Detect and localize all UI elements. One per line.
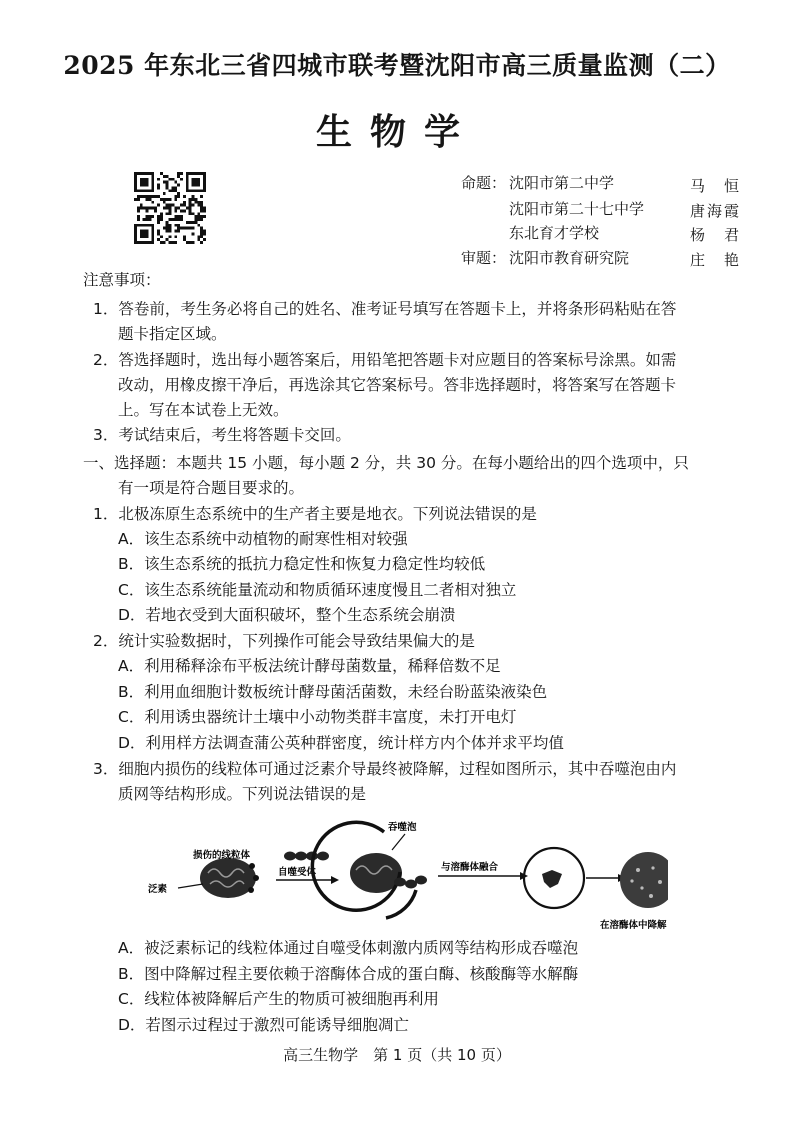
staff-school: 沈阳市第二十七中学 (509, 200, 645, 218)
question-option: D．若地衣受到大面积破坏，整个生态系统会崩溃 (118, 606, 456, 624)
section-heading: 一、选择题：本题共 15 小题，每小题 2 分，共 30 分。在每小题给出的四个选项中，只 (83, 454, 689, 472)
label-ubiquitin: 泛素 (148, 884, 168, 895)
damaged-mitochondrion-icon (200, 858, 259, 898)
notice-line: 1．答卷前，考生务必将自己的姓名、准考证号填写在答题卡上，并将条形码粘贴在答 (93, 300, 677, 318)
question-stem: 2．统计实验数据时，下列操作可能会导致结果偏大的是 (93, 632, 475, 650)
question-option: B．利用血细胞计数板统计酵母菌活菌数，未经台盼蓝染液染色 (118, 683, 548, 701)
label-receptor: 自噬受体 (278, 867, 317, 878)
question-option: A．该生态系统中动植物的耐寒性相对较强 (118, 530, 408, 548)
question-option: C．该生态系统能量流动和物质循环速度慢且二者相对独立 (118, 581, 517, 599)
label-phagophore: 吞噬泡 (388, 822, 417, 833)
staff-name: 唐海霞 (690, 202, 742, 220)
phagophore-pointer (392, 834, 405, 850)
question-option: A．被泛素标记的线粒体通过自噬受体刺激内质网等结构形成吞噬泡 (118, 939, 579, 957)
subject-title: 生物学 (315, 112, 478, 153)
notice-line: 3．考试结束后，考生将答题卡交回。 (93, 426, 351, 444)
question-option: D．利用样方法调查蒲公英种群密度，统计样方内个体并求平均值 (118, 734, 564, 752)
notice-heading: 注意事项： (83, 271, 161, 289)
label-degrade: 在溶酶体中降解 (600, 920, 667, 931)
autolysosome-icon (524, 848, 584, 908)
question-option: B．该生态系统的抵抗力稳定性和恢复力稳定性均较低 (118, 555, 486, 573)
question-stem: 1．北极冻原生态系统中的生产者主要是地衣。下列说法错误的是 (93, 505, 537, 523)
question-option: C．线粒体被降解后产生的物质可被细胞再利用 (118, 990, 439, 1008)
mitophagy-figure (148, 818, 668, 938)
staff-school: 沈阳市教育研究院 (509, 249, 630, 267)
review-role: 审题： (461, 249, 507, 267)
notice-line: 改动，用橡皮擦干净后，再选涂其它答案标号。答非选择题时，将答案写在答题卡 (118, 376, 677, 394)
section-heading-cont: 有一项是符合题目要求的。 (118, 479, 305, 497)
question-option: D．若图示过程过于激烈可能诱导细胞凋亡 (118, 1016, 409, 1034)
staff-school: 东北育才学校 (509, 224, 600, 242)
question-option: A．利用稀释涂布平板法统计酵母菌数量，稀释倍数不足 (118, 657, 501, 675)
ubiquitin-pointer (178, 884, 203, 888)
staff-school: 沈阳市第二中学 (509, 174, 615, 192)
question-stem-cont: 质网等结构形成。下列说法错误的是 (118, 785, 367, 803)
staff-name: 杨 君 (690, 226, 742, 244)
staff-name: 庄 艳 (690, 251, 742, 269)
exam-title: 2025 年东北三省四城市联考暨沈阳市高三质量监测（二） (63, 51, 731, 80)
qr-code-icon (134, 172, 206, 244)
question-option: C．利用诱虫器统计土壤中小动物类群丰富度，未打开电灯 (118, 708, 517, 726)
notice-line: 2．答选择题时，选出每小题答案后，用铅笔把答题卡对应题目的答案标号涂黑。如需 (93, 351, 677, 369)
page-footer: 高三生物学 第 1 页（共 10 页） (283, 1046, 511, 1064)
proposition-role: 命题： (461, 174, 507, 192)
question-option: B．图中降解过程主要依赖于溶酶体合成的蛋白酶、核酸酶等水解酶 (118, 965, 579, 983)
autophagy-receptor-icon (284, 852, 329, 861)
notice-line: 上。写在本试卷上无效。 (118, 401, 289, 419)
lysosome-degradation-icon (620, 852, 668, 908)
arrow-1-head (331, 876, 339, 884)
label-fusion: 与溶酶体融合 (441, 862, 499, 873)
question-stem: 3．细胞内损伤的线粒体可通过泛素介导最终被降解，过程如图所示，其中吞噬泡由内 (93, 760, 677, 778)
notice-line: 题卡指定区域。 (118, 325, 227, 343)
phagophore-icon (312, 822, 427, 918)
label-damaged-mito: 损伤的线粒体 (193, 850, 251, 861)
staff-name: 马 恒 (690, 177, 742, 195)
